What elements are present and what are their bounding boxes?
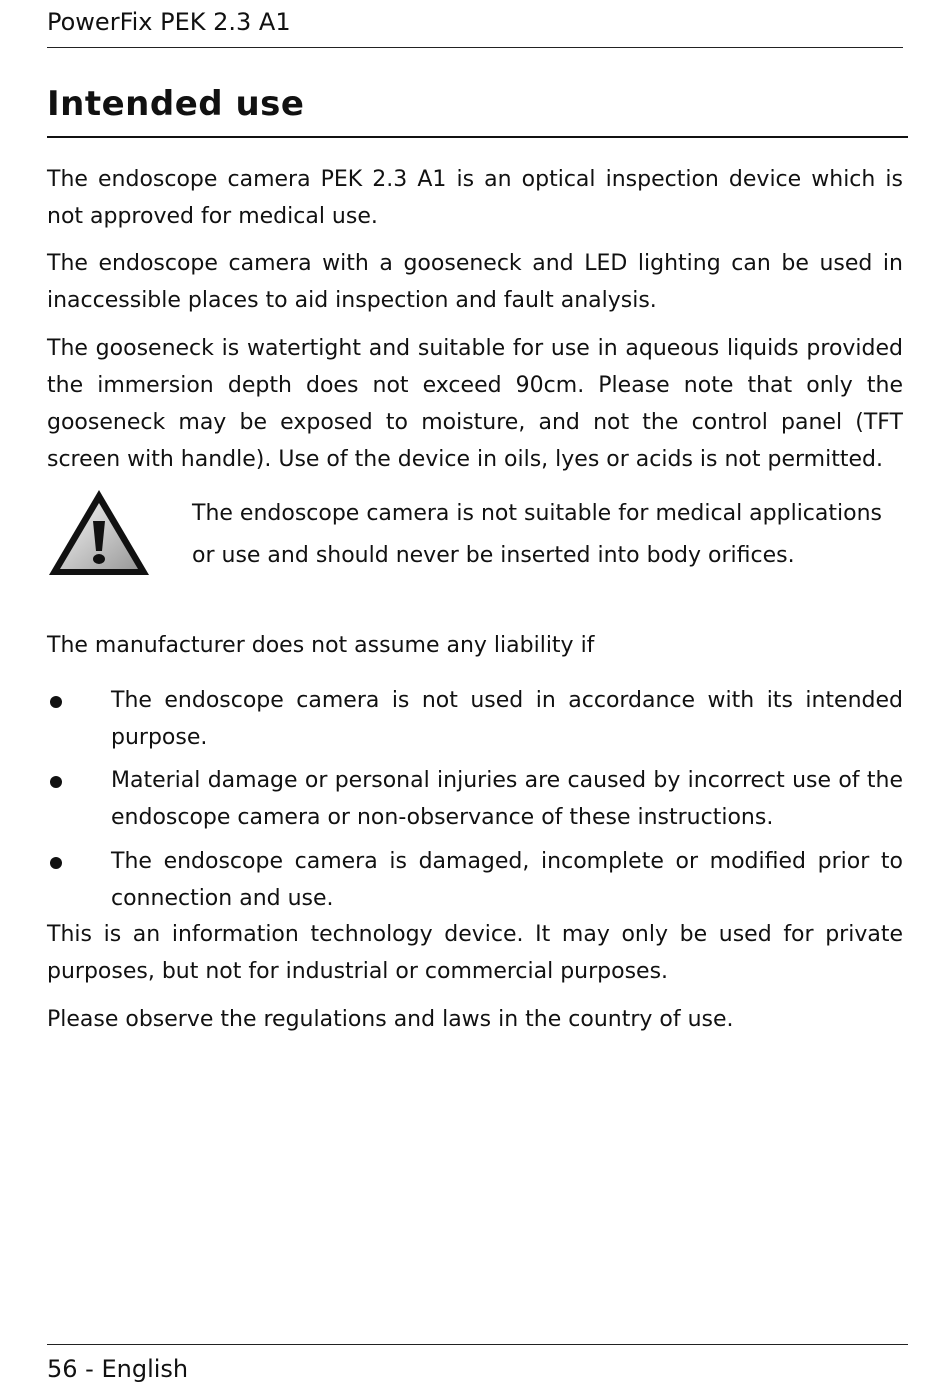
header-title: PowerFix PEK 2.3 A1 (47, 8, 291, 36)
title-divider (47, 136, 908, 138)
page-number: 56 - English (47, 1355, 189, 1383)
list-item-text: The endoscope camera is damaged, incomplete or modified prior to connection and use. (111, 849, 903, 911)
paragraph-regulations: Please observe the regulations and laws in the country of use. (47, 1007, 734, 1032)
footer-divider (47, 1344, 908, 1345)
paragraph-gooseneck-usage: The endoscope camera with a gooseneck and LED lighting can be used in inaccessible places to aid inspection and fault analysis. (47, 251, 903, 313)
list-item-text: The endoscope camera is not used in accordance with its intended purpose. (111, 688, 903, 750)
section-title: Intended use (47, 84, 305, 124)
paragraph-watertight: The gooseneck is watertight and suitable for use in aqueous liquids provided the immersion depth does not exceed 90cm. Please note that only the gooseneck may be exposed to moisture, and not the control panel (TFT screen with handle). Use of the device in oils, lyes or acids is not permitted. (47, 336, 903, 472)
bullet-icon (50, 776, 62, 788)
paragraph-private-use: This is an information technology device. It may only be used for private purposes, but not for industrial or commercial purposes. (47, 922, 903, 984)
liability-intro: The manufacturer does not assume any liability if (47, 633, 595, 658)
paragraph-device-description: The endoscope camera PEK 2.3 A1 is an optical inspection device which is not approved for medical use. (47, 167, 903, 229)
bullet-icon (50, 857, 62, 869)
list-item-text: Material damage or personal injuries are caused by incorrect use of the endoscope camera or non-observance of these instructions. (111, 768, 903, 830)
header-divider (47, 47, 903, 48)
bullet-icon (50, 696, 62, 708)
warning-triangle-icon (46, 487, 152, 579)
warning-text: The endoscope camera is not suitable for medical applications or use and should never be inserted into body orifices. (192, 501, 882, 568)
